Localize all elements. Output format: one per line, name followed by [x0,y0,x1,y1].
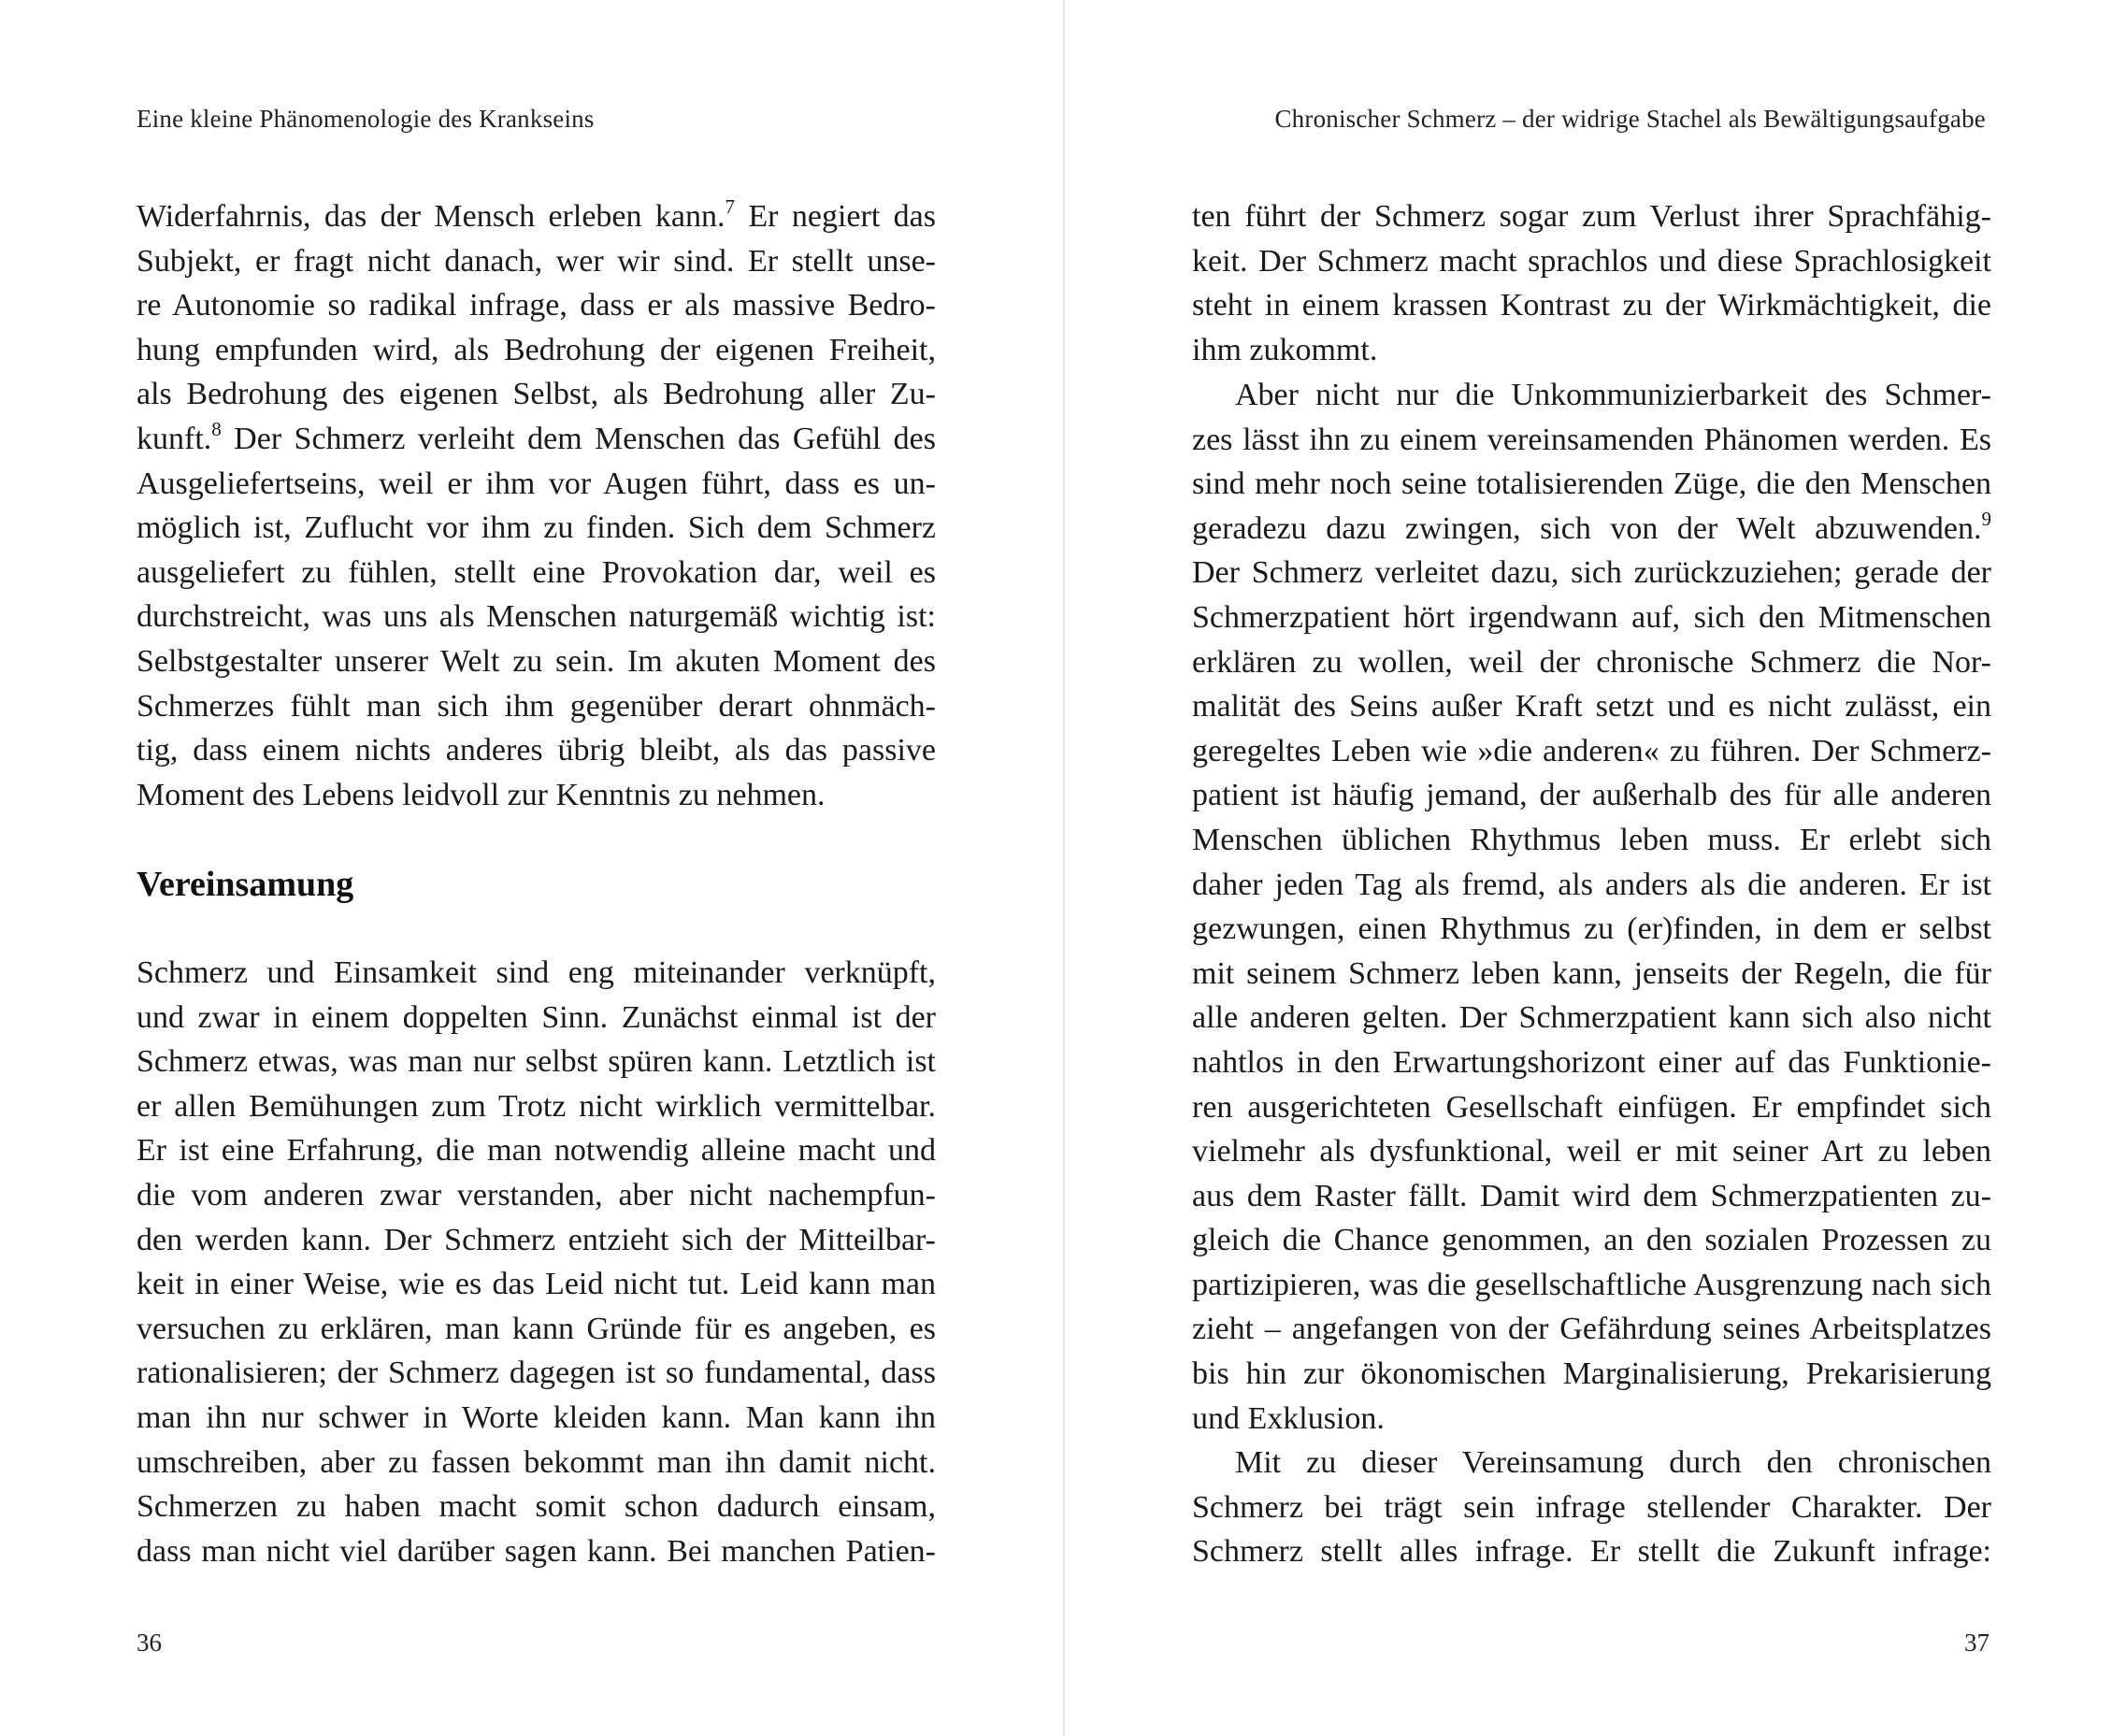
text-line: er allen Bemühungen zum Trotz nicht wirklich vermittelbar. [136,1088,936,1124]
text-line: als Bedrohung des eigenen Selbst, als Bedrohung aller Zu- [136,377,936,412]
right-paragraph-1 [1192,194,1991,372]
text-line: den werden kann. Der Schmerz entzieht sich der Mitteilbar- [136,1222,936,1257]
left-running-head: Eine kleine Phänomenologie des Krankseins [136,105,595,133]
text-line: kunft.$^8$ Der Schmerz verleiht dem Menschen das Gefühl des [136,417,936,456]
text-line: keit in einer Weise, wie es das Leid nicht tut. Leid kann man [136,1267,936,1302]
text-line: tig, dass einem nichts anderes übrig bleibt, als das passive [136,733,936,768]
text-line: daher jeden Tag als fremd, als anders als die anderen. Er ist [1192,867,1991,902]
text-line: Schmerz stellt alles infrage. Er stellt die Zukunft infrage: [1192,1534,1991,1570]
text-line: Er ist eine Erfahrung, die man notwendig alleine macht und [136,1133,936,1169]
text-line: und zwar in einem doppelten Sinn. Zunächst einmal ist der [136,999,936,1035]
text-line: patient ist häufig jemand, der außerhalb des für alle anderen [1192,778,1991,813]
text-line: versuchen zu erklären, man kann Gründe für es angeben, es [136,1311,936,1346]
text-line: dass man nicht viel darüber sagen kann. Bei manchen Patien- [136,1533,936,1569]
footnote-ref-7: 7 [725,195,735,218]
text-line: mit seinem Schmerz leben kann, jenseits der Regeln, die für [1192,955,1991,991]
text-line: re Autonomie so radikal infrage, dass er als massive Bedro- [136,288,936,323]
text-line: durchstreicht, was uns als Menschen naturgemäß wichtig ist: [136,599,936,635]
text-line: hung empfunden wird, als Bedrohung der eigenen Freiheit, [136,332,936,367]
right-page [1065,0,2126,1736]
text-line: zieht – angefangen von der Gefährdung seines Arbeitsplatzes [1192,1312,1991,1347]
text-line: Moment des Lebens leidvoll zur Kenntnis zu nehmen. [136,777,826,812]
text-line: Subjekt, er fragt nicht danach, wer wir sind. Er stellt unse- [136,243,936,279]
page-number-right: 37 [1964,1628,1990,1657]
text-line: Ausgeliefertseins, weil er ihm vor Augen führt, dass es un- [136,466,936,501]
text-line: Schmerz und Einsamkeit sind eng miteinander verknüpft, [136,955,936,990]
text-line: steht in einem krassen Kontrast zu der Wirkmächtigkeit, die [1192,288,1991,323]
text-line: partizipieren, was die gesellschaftliche Ausgrenzung nach sich [1192,1267,1991,1302]
right-running-head: Chronischer Schmerz – der widrige Stachel als Bewältigungsaufgabe [1274,105,1986,133]
text-line: Der Schmerz verleitet dazu, sich zurückzuziehen; gerade der [1192,555,1991,591]
text-line: ihm zukommt. [1192,332,1378,367]
text-line: Widerfahrnis, das der Mensch erleben kann.$^7$ Er negiert das [136,195,936,234]
footnote-ref-8: 8 [211,417,222,440]
page-number-left: 36 [136,1628,162,1657]
text-line: gezwungen, einen Rhythmus zu (er)finden, in dem er selbst [1192,911,1991,947]
text-line: Schmerzes fühlt man sich ihm gegenüber derart ohnmäch- [136,688,936,724]
text-line: die vom anderen zwar verstanden, aber nicht nachempfun- [136,1177,936,1212]
text-line: Schmerzpatient hört irgendwann auf, sich den Mitmenschen [1192,599,1991,635]
section-heading: Vereinsamung [136,865,354,904]
left-paragraph-1 [136,194,936,817]
text-line: alle anderen gelten. Der Schmerzpatient kann sich also nicht [1192,1000,1991,1036]
text-line: zes lässt ihn zu einem vereinsamenden Phänomen werden. Es [1192,422,1991,457]
text-line: sind mehr noch seine totalisierenden Züge, die den Menschen [1192,466,1991,502]
text-line: umschreiben, aber zu fassen bekommt man ihn damit nicht. [136,1444,936,1480]
text-line: ten führt der Schmerz sogar zum Verlust ihrer Sprachfähig- [1192,199,1991,234]
right-paragraph-3 [1192,1441,1991,1574]
text-line: und Exklusion. [1192,1400,1385,1436]
text-line: ren ausgerichteten Gesellschaft einfügen. Er empfindet sich [1192,1089,1991,1125]
text-line: nahtlos in den Erwartungshorizont einer auf das Funktionie- [1192,1044,1991,1080]
text-line: Selbstgestalter unserer Welt zu sein. Im akuten Moment des [136,643,936,679]
text-line: geradezu dazu zwingen, sich von der Welt abzuwenden.$^9$ [1192,507,1991,546]
text-line: geregeltes Leben wie »die anderen« zu führen. Der Schmerz- [1192,733,1991,768]
text-line: Schmerz etwas, was man nur selbst spüren kann. Letztlich ist [136,1044,936,1080]
text-line: erklären zu wollen, weil der chronische Schmerz die Nor- [1192,644,1991,680]
text-line: malität des Seins außer Kraft setzt und es nicht zulässt, ein [1192,689,1991,725]
text-line: Menschen üblichen Rhythmus leben muss. Er erlebt sich [1192,822,1991,857]
footnote-ref-9: 9 [1981,507,1991,530]
text-line: aus dem Raster fällt. Damit wird dem Schmerzpatienten zu- [1192,1178,1991,1213]
text-line: keit. Der Schmerz macht sprachlos und diese Sprachlosigkeit [1192,243,1991,279]
text-line: bis hin zur ökonomischen Marginalisierung, Prekarisierung [1192,1356,1991,1392]
text-line: rationalisieren; der Schmerz dagegen ist so fundamental, dass [136,1356,936,1391]
text-line: Schmerz bei trägt sein infrage stellender Charakter. Der [1192,1489,1991,1525]
text-line: man ihn nur schwer in Worte kleiden kann. Man kann ihn [136,1399,936,1435]
text-line: Schmerzen zu haben macht somit schon dadurch einsam, [136,1489,936,1525]
text-line: möglich ist, Zuflucht vor ihm zu finden. Sich dem Schmerz [136,510,936,546]
text-line: gleich die Chance genommen, an den sozialen Prozessen zu [1192,1223,1991,1258]
text-line: Aber nicht nur die Unkommunizierbarkeit des Schmer- [1235,378,1991,412]
left-paragraph-2 [136,951,936,1573]
text-line: vielmehr als dysfunktional, weil er mit seiner Art zu leben [1192,1134,1991,1169]
text-line: ausgeliefert zu fühlen, stellt eine Provokation dar, weil es [136,554,936,590]
right-paragraph-2 [1192,373,1991,1441]
text-line: Mit zu dieser Vereinsamung durch den chronischen [1235,1445,1991,1480]
